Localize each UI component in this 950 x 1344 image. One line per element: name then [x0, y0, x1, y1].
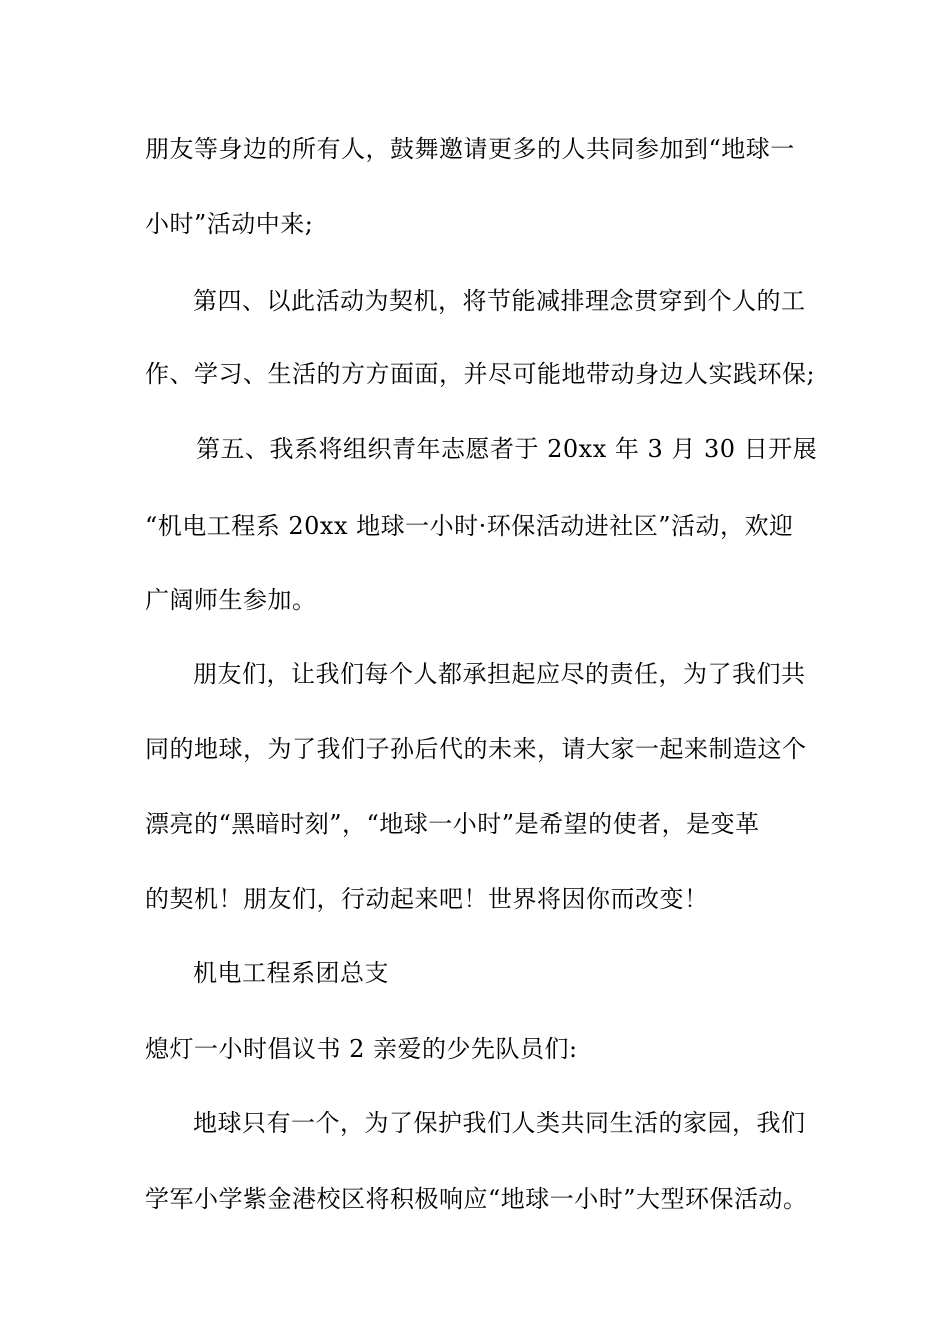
- text-line-3: 第四、以此活动为契机，将节能减排理念贯穿到个人的工: [193, 287, 806, 315]
- text-line-9: 同的地球，为了我们子孙后代的未来，请大家一起来制造这个: [145, 735, 807, 763]
- text-line-5: 第五、我系将组织青年志愿者于 20xx 年 3 月 30 日开展: [196, 435, 818, 463]
- text-line-15: 学军小学紫金港校区将积极响应“地球一小时”大型环保活动。: [145, 1185, 808, 1213]
- text-line-10: 漂亮的“黑暗时刻”，“地球一小时”是希望的使者，是变革: [145, 810, 760, 838]
- text-line-7: 广阔师生参加。: [145, 586, 317, 614]
- text-line-2: 小时”活动中来;: [145, 210, 314, 238]
- text-line-6: “机电工程系 20xx 地球一小时·环保活动进社区”活动，欢迎: [145, 512, 794, 540]
- signature-line: 机电工程系团总支: [193, 959, 389, 987]
- text-line-1: 朋友等身边的所有人，鼓舞邀请更多的人共同参加到“地球一: [145, 135, 795, 163]
- section-heading-line: 熄灯一小时倡议书 2 亲爱的少先队员们:: [145, 1035, 578, 1063]
- text-line-8: 朋友们，让我们每个人都承担起应尽的责任，为了我们共: [193, 660, 806, 688]
- text-line-4: 作、学习、生活的方方面面，并尽可能地带动身边人实践环保;: [145, 360, 816, 388]
- text-line-14: 地球只有一个，为了保护我们人类共同生活的家园，我们: [193, 1109, 806, 1137]
- text-line-11: 的契机！朋友们，行动起来吧！世界将因你而改变！: [145, 885, 709, 913]
